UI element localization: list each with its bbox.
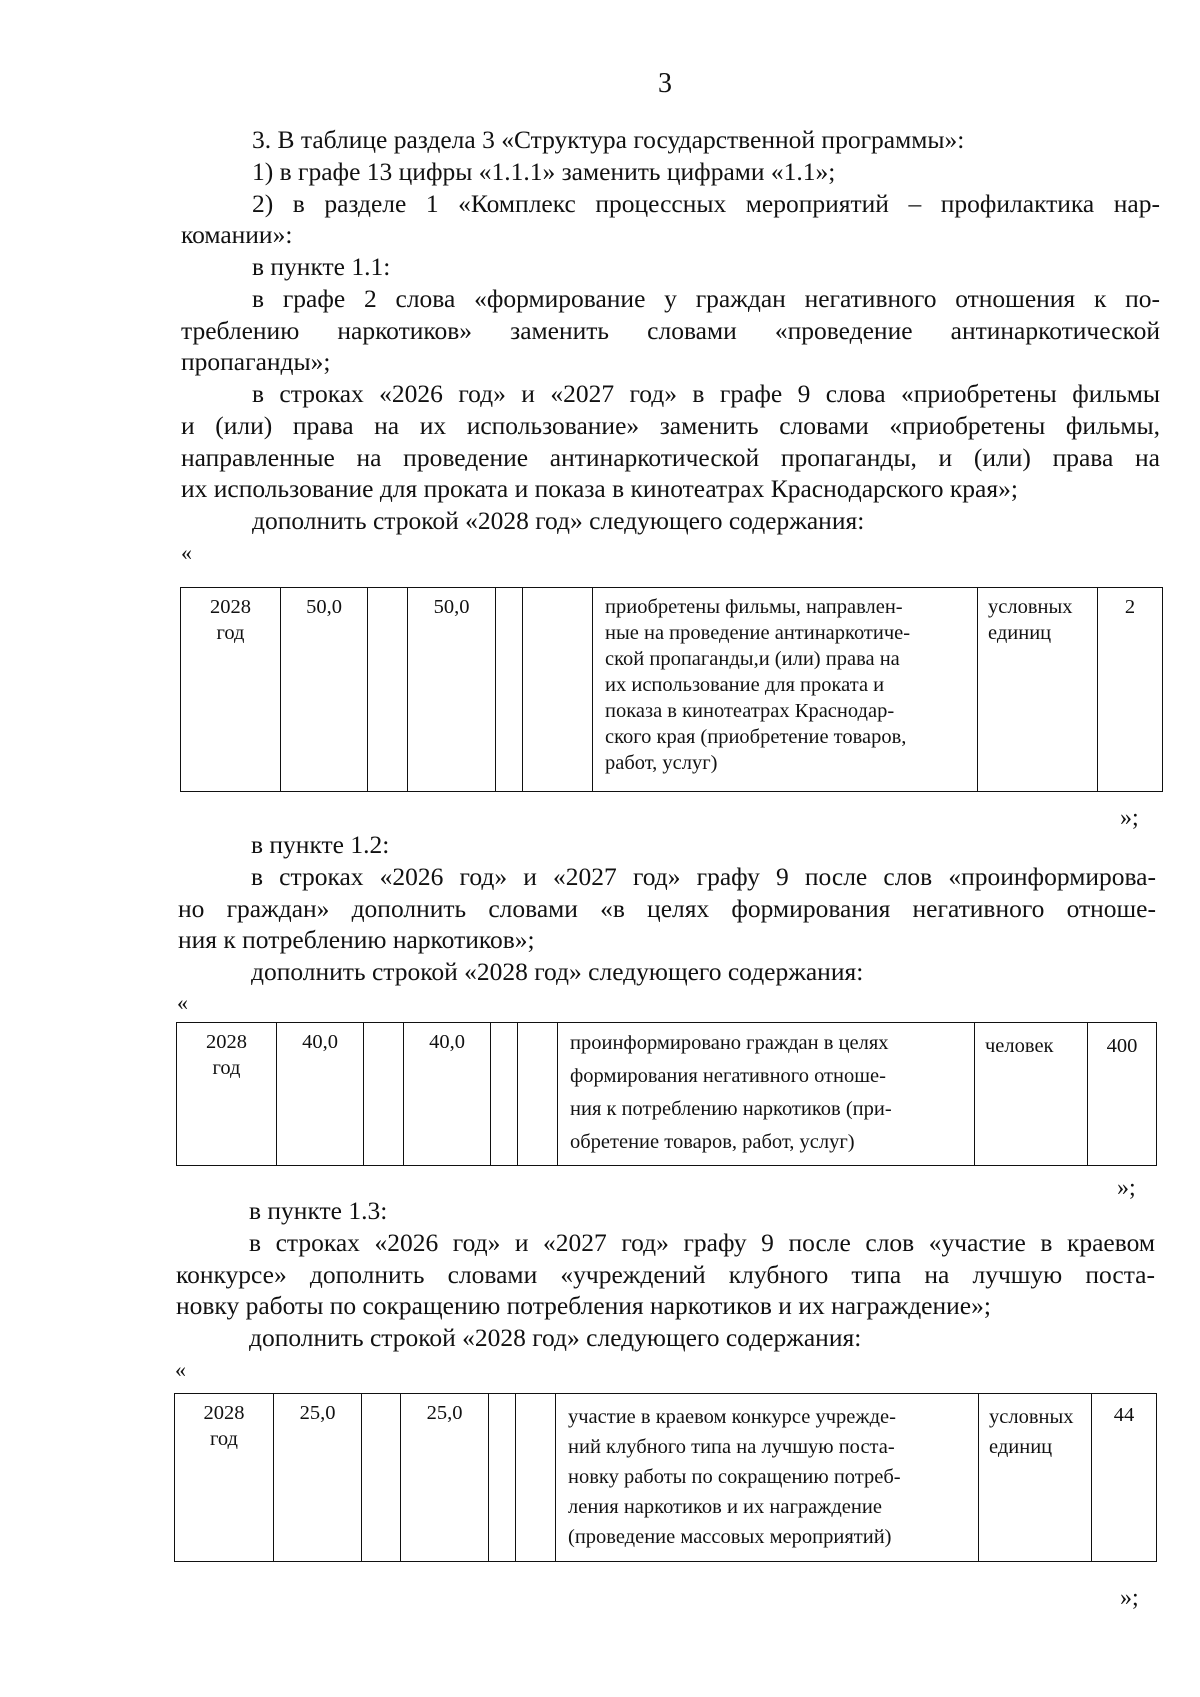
table-3-quote-open: « — [175, 1357, 186, 1382]
section-1-3-add-row: дополнить строкой «2028 год» следующего содержания: — [249, 1323, 862, 1352]
empty-cell — [362, 1394, 401, 1562]
result-line: участие в краевом конкурсе учрежде- — [568, 1406, 896, 1428]
unit-line: единиц — [988, 622, 1052, 644]
result-line: приобретены фильмы, направлен- — [605, 596, 903, 618]
amount-regional-cell: 40,0 — [404, 1023, 491, 1166]
empty-cell — [364, 1023, 404, 1166]
section-1-3-heading: в пункте 1.3: — [249, 1196, 388, 1225]
unit-line: единиц — [989, 1436, 1053, 1458]
year-value: 2028 — [206, 1031, 247, 1053]
result-line: обретение товаров, работ, услуг) — [570, 1131, 855, 1153]
year-value: 2028 — [210, 596, 251, 618]
result-line: ской пропаганды,и (или) права на — [605, 648, 900, 670]
year-cell — [175, 1394, 274, 1562]
value-cell: 44 — [1092, 1394, 1157, 1562]
section-1-3-line2: конкурсе» дополнить словами «учреждений клубного типа на лучшую поста- — [176, 1260, 1155, 1289]
year-cell — [177, 1023, 277, 1166]
table-2 — [176, 1022, 1157, 1166]
section-1-1-col2-line2: треблению наркотиков» заменить словами «проведение антинаркотической — [181, 316, 1160, 345]
section-1-1-rows-line1: в строках «2026 год» и «2027 год» в графе 9 слова «приобретены фильмы — [252, 379, 1160, 408]
section-1-3-line3: новку работы по сокращению потребления наркотиков и их награждение»; — [176, 1291, 991, 1320]
result-line: ления наркотиков и их награждение — [568, 1496, 882, 1518]
table-1 — [180, 587, 1163, 792]
empty-cell — [523, 588, 593, 792]
result-line: ний клубного типа на лучшую поста- — [568, 1436, 895, 1458]
section-1-1-rows-line3: направленные на проведение антинаркотической пропаганды, и (или) права на — [181, 443, 1160, 472]
section-1-3-line1: в строках «2026 год» и «2027 год» графу 9 после слов «участие в краевом — [249, 1228, 1155, 1257]
result-cell — [556, 1394, 979, 1562]
section-1-1-rows-line2: и (или) права на их использование» заменить словами «приобретены фильмы, — [181, 411, 1160, 440]
amount-total-cell: 40,0 — [277, 1023, 364, 1166]
result-cell — [593, 588, 978, 792]
year-cell — [181, 588, 281, 792]
result-cell — [558, 1023, 975, 1166]
section-1-2-line1: в строках «2026 год» и «2027 год» графу 9 после слов «проинформирова- — [251, 862, 1156, 891]
table-1-quote-close: »; — [1120, 805, 1139, 831]
amount-total-cell: 25,0 — [274, 1394, 362, 1562]
unit-cell — [979, 1394, 1092, 1562]
amount-regional-cell: 25,0 — [401, 1394, 489, 1562]
table-2-quote-open: « — [177, 990, 188, 1015]
empty-cell — [518, 1023, 558, 1166]
year-suffix: год — [210, 1428, 238, 1450]
section-1-2-line2: но граждан» дополнить словами «в целях формирования негативного отноше- — [178, 894, 1156, 923]
value-cell: 400 — [1088, 1023, 1157, 1166]
result-line: ные на проведение антинаркотиче- — [605, 622, 911, 644]
section-1-2-add-row: дополнить строкой «2028 год» следующего содержания: — [251, 957, 864, 986]
item-3-heading: 3. В таблице раздела 3 «Структура государственной программы»: — [252, 125, 965, 154]
section-1-1-add-row: дополнить строкой «2028 год» следующего содержания: — [252, 506, 865, 535]
empty-cell — [516, 1394, 556, 1562]
result-line: формирования негативного отноше- — [570, 1065, 886, 1087]
year-suffix: год — [212, 1057, 241, 1079]
result-line: показа в кинотеатрах Краснодар- — [605, 700, 895, 722]
empty-cell — [496, 588, 523, 792]
page-number: 3 — [658, 68, 672, 99]
year-suffix: год — [216, 622, 245, 644]
section-1-1-col2-line1: в графе 2 слова «формирование у граждан негативного отношения к по- — [252, 284, 1160, 313]
value-cell: 2 — [1098, 588, 1163, 792]
section-1-1-col2-line3: пропаганды»; — [181, 347, 331, 376]
section-1-2-line3: ния к потреблению наркотиков»; — [178, 925, 535, 954]
section-1-1-heading: в пункте 1.1: — [252, 252, 391, 281]
unit-cell — [978, 588, 1098, 792]
table-row — [175, 1394, 1157, 1562]
subitem-2-line1: 2) в разделе 1 «Комплекс процессных мероприятий – профилактика нар- — [252, 189, 1160, 218]
table-row — [181, 588, 1163, 792]
table-1-quote-open: « — [181, 540, 192, 565]
year-value: 2028 — [203, 1402, 245, 1424]
empty-cell — [491, 1023, 518, 1166]
table-row — [177, 1023, 1157, 1166]
unit-line: условных — [988, 596, 1073, 618]
table-3 — [174, 1393, 1157, 1562]
amount-regional-cell: 50,0 — [408, 588, 496, 792]
result-line: проинформировано граждан в целях — [570, 1032, 889, 1054]
result-line: ского края (приобретение товаров, — [605, 726, 907, 748]
subitem-1: 1) в графе 13 цифры «1.1.1» заменить цифрами «1.1»; — [252, 157, 836, 186]
unit-line: человек — [985, 1035, 1054, 1057]
result-line: новку работы по сокращению потреб- — [568, 1466, 901, 1488]
empty-cell — [489, 1394, 516, 1562]
result-line: работ, услуг) — [605, 752, 718, 774]
subitem-2-line2: комании»: — [181, 220, 293, 249]
unit-cell — [975, 1023, 1088, 1166]
table-2-quote-close: »; — [1117, 1175, 1136, 1201]
table-3-quote-close: »; — [1120, 1585, 1139, 1611]
amount-total-cell: 50,0 — [281, 588, 368, 792]
result-line: (проведение массовых мероприятий) — [568, 1526, 892, 1548]
result-line: ния к потреблению наркотиков (при- — [570, 1098, 892, 1120]
unit-line: условных — [989, 1406, 1074, 1428]
empty-cell — [368, 588, 408, 792]
result-line: их использование для проката и — [605, 674, 885, 696]
section-1-1-rows-line4: их использование для проката и показа в кинотеатрах Краснодарского края»; — [181, 474, 1018, 503]
section-1-2-heading: в пункте 1.2: — [251, 830, 390, 859]
